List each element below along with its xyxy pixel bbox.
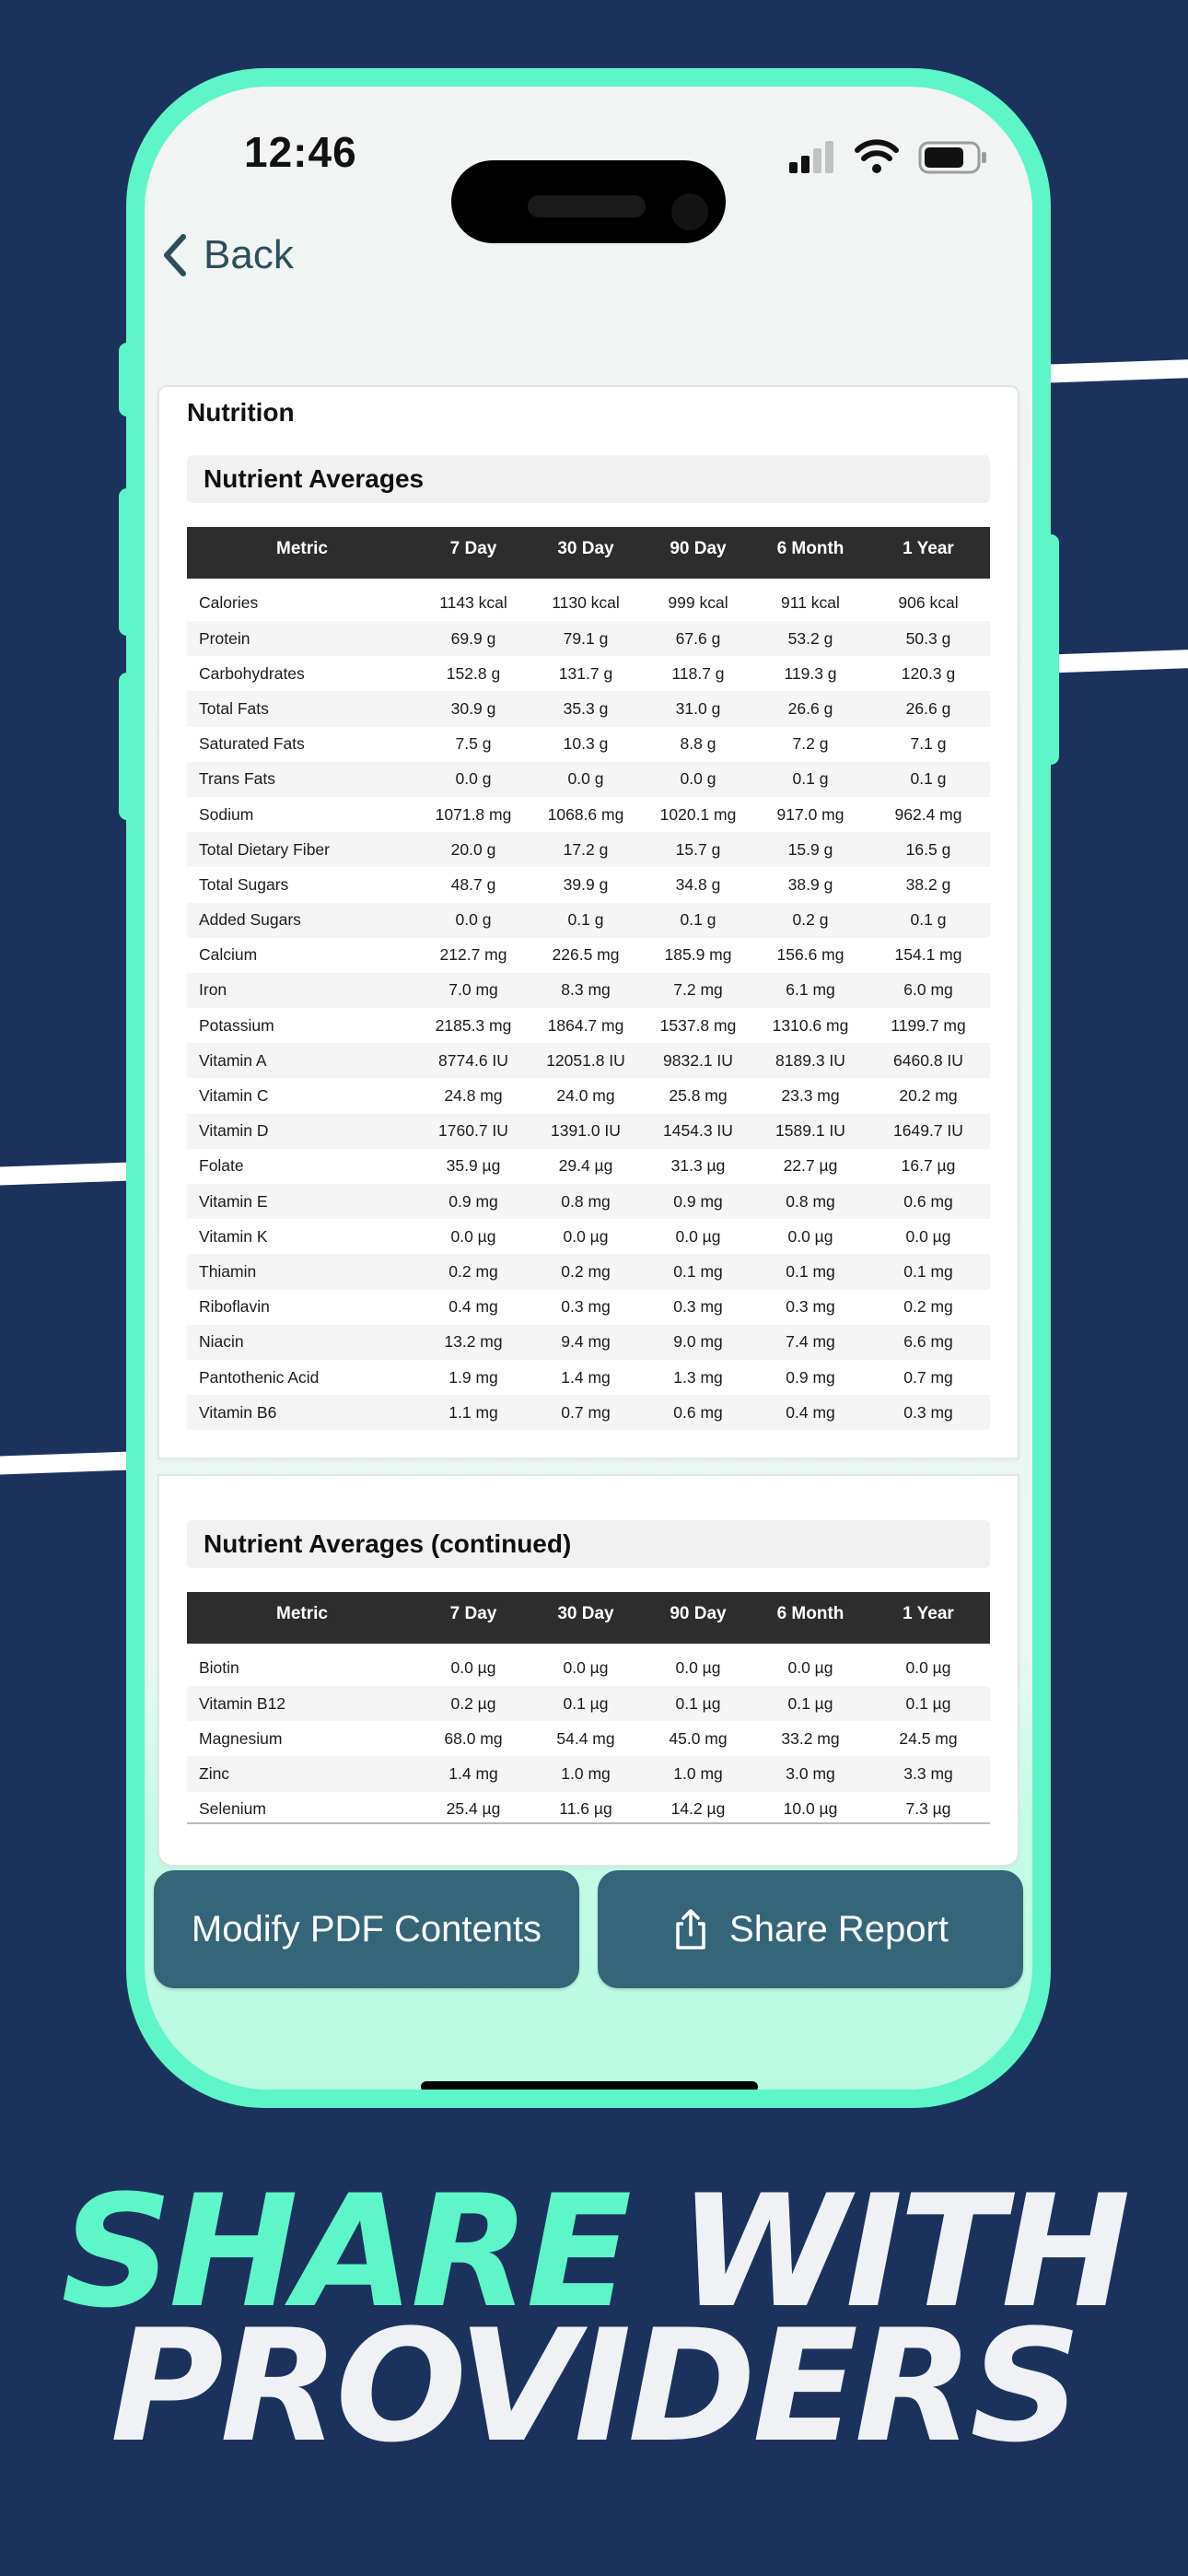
column-header: 90 Day [642, 1592, 754, 1644]
metric-value-cell: 6.0 mg [867, 973, 990, 1008]
metric-value-cell: 0.4 mg [448, 1297, 498, 1317]
modify-pdf-label: Modify PDF Contents [191, 1908, 542, 1950]
table-row [187, 579, 990, 621]
metric-name-cell: Vitamin A [187, 1043, 417, 1078]
background-stripe [0, 1451, 138, 1475]
metric-value-cell: 1199.7 mg [891, 1015, 966, 1035]
metric-value-cell: 0.8 mg [754, 1184, 867, 1219]
metric-value-cell: 1.4 mg [417, 1756, 530, 1791]
metric-value-cell: 0.1 g [754, 762, 867, 797]
table-row [187, 903, 990, 938]
metric-value-cell: 31.0 g [642, 691, 754, 726]
share-report-button[interactable] [598, 1870, 1023, 1988]
metric-name-cell: Total Sugars [199, 874, 289, 894]
metric-value-cell: 6.6 mg [867, 1325, 990, 1360]
background-stripe [1031, 359, 1188, 383]
table-row [187, 1149, 990, 1184]
status-icons [789, 135, 1001, 181]
table-row [187, 938, 990, 973]
metric-value-cell: 0.8 mg [530, 1184, 642, 1219]
column-header: 1 Year [867, 527, 990, 579]
metric-value-cell: 7.5 g [455, 734, 492, 754]
metric-value-cell: 24.8 mg [444, 1086, 503, 1106]
metric-value-cell: 48.7 g [450, 874, 496, 894]
metric-name-cell: Niacin [187, 1325, 417, 1360]
back-label: Back [204, 232, 294, 277]
metric-value-cell: 2185.3 mg [435, 1015, 512, 1035]
metric-value-cell: 0.1 g [867, 762, 990, 797]
metric-value-cell: 0.0 µg [787, 1657, 833, 1677]
metric-value-cell: 0.1 µg [867, 1686, 990, 1721]
metric-name-cell: Iron [187, 973, 417, 1008]
metric-value-cell: 16.5 g [867, 832, 990, 867]
metric-name-cell: Sodium [199, 804, 254, 824]
metric-value-cell: 917.0 mg [776, 804, 844, 824]
cellular-signal-icon [789, 141, 833, 173]
nutrient-table-continued [187, 1592, 990, 1827]
metric-value-cell: 30.9 g [417, 691, 530, 726]
metric-value-cell: 0.0 µg [905, 1226, 951, 1246]
table-row [187, 797, 990, 832]
metric-name-cell: Vitamin D [187, 1114, 417, 1149]
metric-name-cell: Folate [199, 1156, 244, 1176]
metric-value-cell: 7.0 mg [417, 973, 530, 1008]
metric-value-cell: 1130 kcal [552, 592, 620, 612]
metric-value-cell: 69.9 g [417, 621, 530, 656]
metric-value-cell: 9.4 mg [530, 1325, 642, 1360]
table-row [187, 1114, 990, 1149]
table-row [187, 762, 990, 797]
metric-value-cell: 0.1 mg [867, 1254, 990, 1289]
table-row [187, 1254, 990, 1289]
metric-name-cell: Vitamin C [199, 1086, 269, 1106]
home-indicator [421, 2081, 758, 2090]
metric-name-cell: Calories [199, 592, 259, 612]
metric-name-cell: Zinc [187, 1756, 417, 1791]
metric-value-cell: 1310.6 mg [772, 1015, 849, 1035]
metric-value-cell: 185.9 mg [664, 945, 732, 965]
metric-value-cell: 15.7 g [642, 832, 754, 867]
metric-value-cell: 8.3 mg [530, 973, 642, 1008]
metric-value-cell: 24.5 mg [899, 1728, 958, 1748]
metric-value-cell: 1537.8 mg [659, 1015, 737, 1035]
metric-value-cell: 0.7 mg [903, 1367, 953, 1387]
metric-value-cell: 23.3 mg [781, 1086, 840, 1106]
dynamic-island [451, 160, 726, 243]
table-row [187, 1219, 990, 1254]
background-stripe [0, 1162, 138, 1186]
metric-value-cell: 131.7 g [558, 663, 613, 683]
metric-value-cell: 0.3 mg [561, 1297, 611, 1317]
metric-value-cell: 0.0 µg [450, 1226, 496, 1246]
metric-value-cell: 53.2 g [754, 621, 867, 656]
metric-value-cell: 1.4 mg [561, 1367, 611, 1387]
metric-value-cell: 22.7 µg [783, 1156, 838, 1176]
table-row [187, 1756, 990, 1791]
column-header: 7 Day [417, 1592, 530, 1644]
table-row [187, 691, 990, 726]
table-header-row [187, 1592, 990, 1644]
metric-value-cell: 1649.7 IU [867, 1114, 990, 1149]
metric-value-cell: 0.4 mg [754, 1395, 867, 1430]
section-title: Nutrient Averages [187, 455, 990, 503]
metric-value-cell: 79.1 g [530, 621, 642, 656]
metric-value-cell: 1.0 mg [530, 1756, 642, 1791]
metric-value-cell: 0.3 mg [867, 1395, 990, 1430]
metric-value-cell: 1864.7 mg [547, 1015, 624, 1035]
headline-accent-word: SHARE [61, 2161, 629, 2342]
table-header-row [187, 527, 990, 579]
metric-value-cell: 38.2 g [905, 874, 951, 894]
table-row [187, 1686, 990, 1721]
metric-value-cell: 7.2 mg [642, 973, 754, 1008]
metric-value-cell: 1.1 mg [417, 1395, 530, 1430]
metric-value-cell: 0.9 mg [642, 1184, 754, 1219]
metric-value-cell: 12051.8 IU [530, 1043, 642, 1078]
island-camera [671, 193, 708, 230]
metric-value-cell: 39.9 g [563, 874, 609, 894]
metric-value-cell: 13.2 mg [417, 1325, 530, 1360]
metric-value-cell: 0.1 mg [754, 1254, 867, 1289]
metric-value-cell: 9832.1 IU [642, 1043, 754, 1078]
section-title: Nutrient Averages (continued) [187, 1520, 990, 1568]
table-row [187, 832, 990, 867]
pdf-page-1[interactable] [159, 387, 1018, 1458]
metric-value-cell: 1760.7 IU [417, 1114, 530, 1149]
metric-name-cell: Total Fats [187, 691, 417, 726]
metric-name-cell: Total Dietary Fiber [187, 832, 417, 867]
column-header: 1 Year [867, 1592, 990, 1644]
island-speaker [528, 195, 646, 217]
metric-value-cell: 120.3 g [901, 663, 956, 683]
table-row [187, 1360, 990, 1395]
metric-value-cell: 31.3 µg [670, 1156, 726, 1176]
metric-name-cell: Vitamin B12 [187, 1686, 417, 1721]
metric-value-cell: 1020.1 mg [659, 804, 737, 824]
table-divider [187, 1822, 990, 1824]
metric-value-cell: 0.1 µg [754, 1686, 867, 1721]
nutrient-table [187, 527, 990, 1430]
column-header: 7 Day [417, 527, 530, 579]
metric-value-cell: 7.1 g [910, 734, 947, 754]
metric-value-cell: 0.0 g [417, 903, 530, 938]
metric-value-cell: 0.2 mg [417, 1254, 530, 1289]
metric-value-cell: 0.0 µg [787, 1226, 833, 1246]
back-button[interactable] [161, 223, 294, 287]
table-row [187, 1644, 990, 1686]
metric-value-cell: 0.2 mg [903, 1297, 953, 1317]
metric-value-cell: 1.9 mg [448, 1367, 498, 1387]
metric-value-cell: 24.0 mg [556, 1086, 615, 1106]
metric-value-cell: 68.0 mg [444, 1728, 503, 1748]
metric-name-cell: Riboflavin [199, 1297, 270, 1317]
metric-value-cell: 0.7 mg [530, 1395, 642, 1430]
metric-value-cell: 0.0 g [642, 762, 754, 797]
table-row [187, 1721, 990, 1756]
metric-name-cell: Thiamin [187, 1254, 417, 1289]
battery-icon [920, 143, 986, 172]
metric-value-cell: 911 kcal [781, 592, 840, 612]
metric-value-cell: 15.9 g [754, 832, 867, 867]
metric-value-cell: 0.6 mg [642, 1395, 754, 1430]
metric-value-cell: 156.6 mg [776, 945, 844, 965]
table-row [187, 1290, 990, 1325]
metric-value-cell: 0.1 g [530, 903, 642, 938]
metric-value-cell: 0.1 mg [642, 1254, 754, 1289]
share-report-label: Share Report [729, 1908, 949, 1950]
metric-value-cell: 1454.3 IU [642, 1114, 754, 1149]
metric-value-cell: 1143 kcal [439, 592, 507, 612]
metric-name-cell: Biotin [199, 1657, 239, 1677]
metric-name-cell: Trans Fats [187, 762, 417, 797]
metric-value-cell: 25.8 mg [669, 1086, 728, 1106]
table-row [187, 1395, 990, 1430]
metric-value-cell: 14.2 µg [670, 1799, 726, 1819]
metric-name-cell: Selenium [199, 1799, 266, 1819]
metric-value-cell: 1391.0 IU [530, 1114, 642, 1149]
pdf-page-2[interactable] [159, 1476, 1018, 1865]
phone-frame [126, 68, 1051, 2108]
metric-value-cell: 0.3 mg [786, 1297, 835, 1317]
table-row [187, 973, 990, 1008]
modify-pdf-button[interactable] [154, 1870, 579, 1988]
chevron-left-icon [161, 233, 189, 277]
metric-value-cell: 0.0 µg [905, 1657, 951, 1677]
metric-name-cell: Added Sugars [187, 903, 417, 938]
metric-value-cell: 119.3 g [784, 663, 837, 683]
metric-value-cell: 0.1 g [642, 903, 754, 938]
metric-value-cell: 152.8 g [446, 663, 501, 683]
metric-value-cell: 9.0 mg [642, 1325, 754, 1360]
metric-name-cell: Pantothenic Acid [199, 1367, 320, 1387]
metric-value-cell: 962.4 mg [894, 804, 962, 824]
metric-value-cell: 0.9 mg [786, 1367, 835, 1387]
metric-value-cell: 33.2 mg [781, 1728, 840, 1748]
metric-value-cell: 1068.6 mg [547, 804, 624, 824]
metric-value-cell: 20.2 mg [899, 1086, 958, 1106]
phone-screen [145, 87, 1032, 2090]
metric-value-cell: 1071.8 mg [435, 804, 512, 824]
metric-value-cell: 50.3 g [867, 621, 990, 656]
metric-value-cell: 0.6 mg [867, 1184, 990, 1219]
metric-name-cell: Potassium [199, 1015, 274, 1035]
metric-value-cell: 29.4 µg [558, 1156, 613, 1176]
metric-value-cell: 10.3 g [563, 734, 609, 754]
metric-value-cell: 999 kcal [668, 592, 728, 612]
metric-value-cell: 0.0 g [530, 762, 642, 797]
column-header: 6 Month [754, 527, 867, 579]
table-row [187, 656, 990, 691]
metric-value-cell: 35.9 µg [446, 1156, 501, 1176]
metric-value-cell: 3.3 mg [867, 1756, 990, 1791]
metric-value-cell: 38.9 g [787, 874, 833, 894]
metric-value-cell: 0.3 mg [673, 1297, 723, 1317]
table-row [187, 1184, 990, 1219]
metric-value-cell: 1589.1 IU [754, 1114, 867, 1149]
metric-value-cell: 0.0 µg [675, 1657, 721, 1677]
metric-value-cell: 3.0 mg [754, 1756, 867, 1791]
metric-value-cell: 7.4 mg [754, 1325, 867, 1360]
metric-value-cell: 0.2 mg [530, 1254, 642, 1289]
metric-value-cell: 0.1 g [867, 903, 990, 938]
column-header: Metric [187, 527, 417, 579]
headline-line-2: PROVIDERS [110, 2296, 1078, 2476]
table-row [187, 621, 990, 656]
metric-name-cell: Vitamin E [187, 1184, 417, 1219]
metric-value-cell: 67.6 g [642, 621, 754, 656]
metric-value-cell: 212.7 mg [439, 945, 507, 965]
metric-value-cell: 154.1 mg [894, 945, 962, 965]
metric-value-cell: 35.3 g [530, 691, 642, 726]
metric-name-cell: Magnesium [199, 1728, 283, 1748]
metric-value-cell: 8774.6 IU [417, 1043, 530, 1078]
table-row [187, 1008, 990, 1043]
metric-value-cell: 1.0 mg [642, 1756, 754, 1791]
metric-value-cell: 118.7 g [671, 663, 725, 683]
metric-value-cell: 6460.8 IU [867, 1043, 990, 1078]
metric-value-cell: 34.8 g [675, 874, 721, 894]
metric-value-cell: 0.0 µg [563, 1226, 609, 1246]
metric-value-cell: 8189.3 IU [754, 1043, 867, 1078]
column-header: 30 Day [530, 1592, 642, 1644]
share-icon [672, 1907, 709, 1951]
table-row [187, 867, 990, 902]
metric-value-cell: 54.4 mg [556, 1728, 615, 1748]
metric-value-cell: 8.8 g [680, 734, 716, 754]
metric-value-cell: 226.5 mg [552, 945, 620, 965]
metric-value-cell: 11.6 µg [559, 1799, 612, 1819]
metric-value-cell: 0.0 µg [675, 1226, 721, 1246]
metric-value-cell: 7.2 g [792, 734, 829, 754]
metric-value-cell: 0.2 µg [417, 1686, 530, 1721]
metric-value-cell: 0.2 g [754, 903, 867, 938]
metric-value-cell: 6.1 mg [754, 973, 867, 1008]
metric-value-cell: 26.6 g [754, 691, 867, 726]
metric-value-cell: 17.2 g [530, 832, 642, 867]
metric-value-cell: 16.7 µg [901, 1156, 956, 1176]
column-header: 30 Day [530, 527, 642, 579]
document-title: Nutrition [187, 398, 295, 427]
status-time: 12:46 [244, 128, 357, 176]
wifi-icon [857, 142, 896, 173]
metric-value-cell: 25.4 µg [446, 1799, 501, 1819]
metric-value-cell: 0.0 µg [563, 1657, 609, 1677]
metric-name-cell: Saturated Fats [199, 734, 305, 754]
metric-value-cell: 0.0 g [417, 762, 530, 797]
table-row [187, 727, 990, 762]
metric-name-cell: Vitamin K [199, 1226, 268, 1246]
metric-value-cell: 0.1 µg [642, 1686, 754, 1721]
metric-value-cell: 7.3 µg [905, 1799, 951, 1819]
metric-value-cell: 20.0 g [417, 832, 530, 867]
column-header: 90 Day [642, 527, 754, 579]
column-header: 6 Month [754, 1592, 867, 1644]
metric-value-cell: 0.1 µg [530, 1686, 642, 1721]
metric-value-cell: 10.0 µg [783, 1799, 838, 1819]
metric-value-cell: 0.9 mg [417, 1184, 530, 1219]
metric-value-cell: 1.3 mg [673, 1367, 723, 1387]
column-header: Metric [187, 1592, 417, 1644]
table-row [187, 1325, 990, 1360]
metric-name-cell: Vitamin B6 [187, 1395, 417, 1430]
table-row [187, 1078, 990, 1113]
metric-name-cell: Protein [187, 621, 417, 656]
metric-value-cell: 45.0 mg [669, 1728, 728, 1748]
metric-name-cell: Calcium [199, 945, 258, 965]
metric-name-cell: Carbohydrates [199, 663, 305, 683]
metric-value-cell: 0.0 µg [450, 1657, 496, 1677]
table-row [187, 1043, 990, 1078]
metric-value-cell: 26.6 g [867, 691, 990, 726]
headline-word: WITH [678, 2161, 1127, 2342]
metric-value-cell: 906 kcal [898, 592, 959, 612]
